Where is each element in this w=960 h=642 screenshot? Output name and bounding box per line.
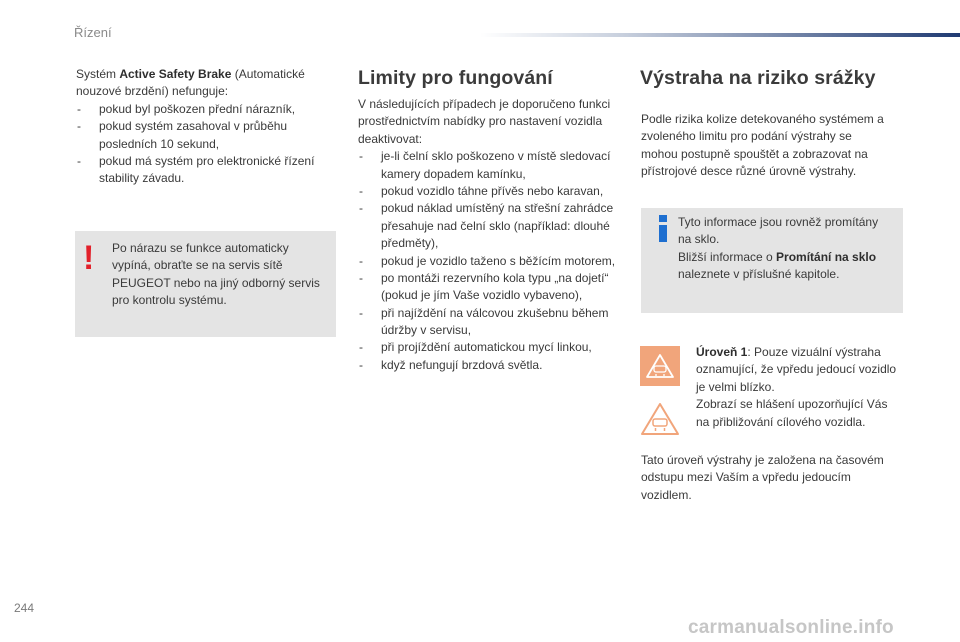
limits-block xyxy=(358,96,622,374)
level1-label: Úroveň 1 xyxy=(696,345,748,359)
collision-warning-icon xyxy=(640,402,680,436)
header-rule xyxy=(480,33,960,37)
list-item: - pokud byl poškozen přední nárazník, xyxy=(76,101,338,118)
warning-triangle-icon xyxy=(640,346,680,386)
level1-note: Zobrazí se hlášení upozorňující Vás na přibližování cílového vozidla. xyxy=(696,397,888,429)
limits-intro: V následujících případech je doporučeno funkci prostřednictvím nabídky pro nastavení vozidla deaktivovat: xyxy=(358,97,611,146)
info-icon xyxy=(651,214,675,244)
page-number: 244 xyxy=(14,601,35,615)
list-item: - pokud má systém pro elektronické řízení stability závadu. xyxy=(76,153,338,188)
list-item: - je-li čelní sklo poškozeno v místě sledovací kamery dopadem kamínku, xyxy=(358,148,622,183)
info-line-1: Tyto informace jsou rovněž promítány na sklo. xyxy=(678,215,879,247)
info-strong: Promítání na sklo xyxy=(776,249,877,264)
list-item: - pokud náklad umístěný na střešní zahrádce přesahuje nad čelní sklo (například: dlouhé předměty), xyxy=(358,200,622,252)
intro-list xyxy=(76,101,338,188)
list-item: - pokud je vozidlo taženo s běžícím motorem, xyxy=(358,253,622,270)
limits-list xyxy=(358,148,622,374)
warning-box xyxy=(75,231,336,337)
list-item: - po montáži rezervního kola typu „na dojetí“ (pokud je jím Vaše vozidlo vybaveno), xyxy=(358,270,622,305)
collision-heading: Výstraha na riziko srážky xyxy=(640,67,876,89)
intro-strong: Active Safety Brake xyxy=(119,67,232,81)
level1-display-icon xyxy=(640,346,680,386)
section-title: Řízení xyxy=(74,25,112,40)
exclamation-icon: ! xyxy=(83,239,95,277)
info-box xyxy=(641,208,903,313)
list-item: - pokud systém zasahoval v průběhu posledních 10 sekund, xyxy=(76,118,338,153)
limits-heading: Limity pro fungování xyxy=(358,67,553,89)
intro-block xyxy=(76,66,338,188)
list-item: - při projíždění automatickou mycí linkou, xyxy=(358,339,622,356)
list-item: - při najíždění na válcovou zkušebnu během údržby v servisu, xyxy=(358,305,622,340)
watermark: carmanualsonline.info xyxy=(688,617,894,638)
warning-text: Po nárazu se funkce automaticky vypíná, obraťte se na servis sítě PEUGEOT nebo na jiný odborný servis pro kontrolu systému. xyxy=(112,241,320,308)
list-item: - pokud vozidlo táhne přívěs nebo karavan, xyxy=(358,183,622,200)
level1-block xyxy=(696,344,904,431)
info-text xyxy=(678,214,893,284)
level1-text: Úroveň 1: Pouze vizuální výstraha oznamující, že vpředu jedoucí vozidlo je velmi blízko. xyxy=(696,345,897,394)
collision-outro: Tato úroveň výstrahy je založena na časovém odstupu mezi Vaším a vpředu jedoucím vozidlem. xyxy=(641,453,884,502)
list-item: - když nefungují brzdová světla. xyxy=(358,357,622,374)
intro-paragraph: Systém Active Safety Brake (Automatické nouzové brzdění) nefunguje: xyxy=(76,67,305,99)
collision-intro: Podle rizika kolize detekovaného systémem a zvoleného limitu pro podání výstrahy se mohou postupně spouštět a zobrazovat na přístrojové desce různé úrovně výstrahy. xyxy=(641,112,884,179)
info-line-2: Bližší informace o Promítání na sklo naleznete v příslušné kapitole. xyxy=(678,249,877,282)
